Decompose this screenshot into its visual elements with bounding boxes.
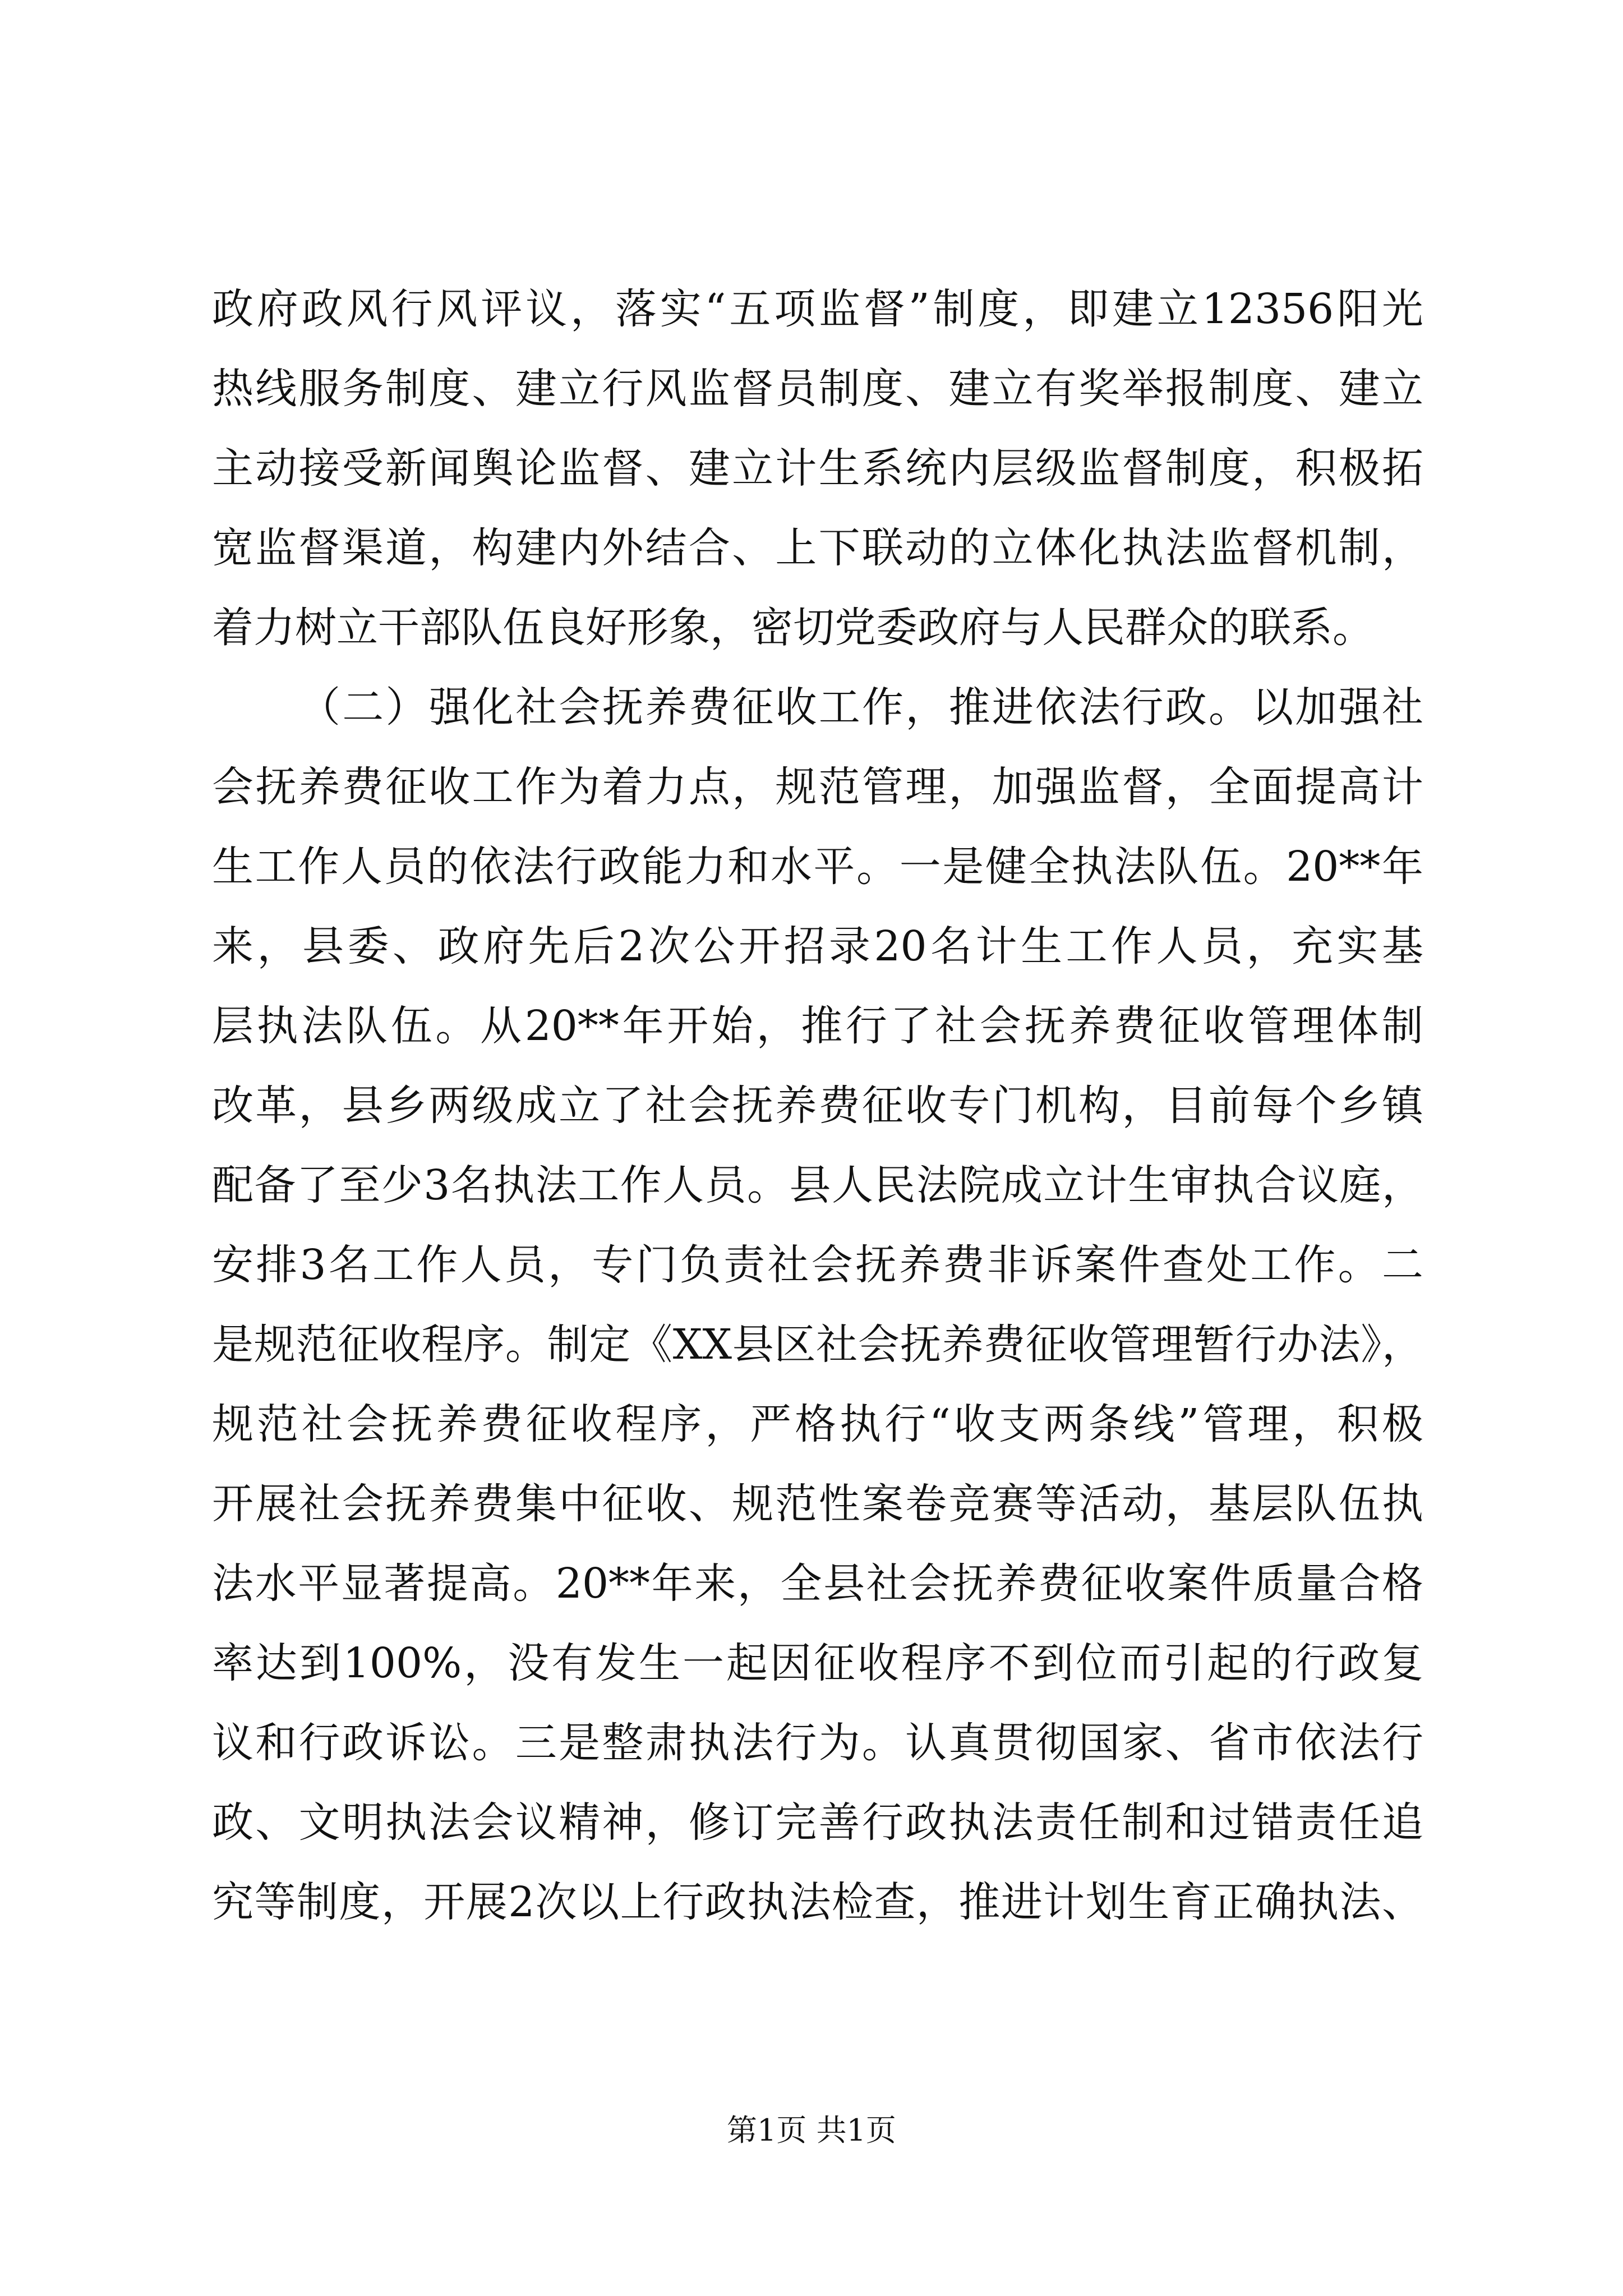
document-body [212, 269, 1423, 1942]
text-line-11: 改革，县乡两级成立了社会抚养费征收专门机构，目前每个乡镇 [212, 1082, 1423, 1130]
text-line-2: 热线服务制度、建立行风监督员制度、建立有奖举报制度、建立 [212, 365, 1423, 413]
text-line-16: 开展社会抚养费集中征收、规范性案卷竞赛等活动，基层队伍执 [212, 1480, 1423, 1528]
page-number-label: 第1页 共1页 [727, 2113, 896, 2148]
text-line-7: 会抚养费征收工作为着力点，规范管理，加强监督，全面提高计 [212, 763, 1423, 811]
text-line-1: 政府政风行风评议，落实“五项监督”制度，即建立12356阳光 [212, 285, 1423, 333]
text-line-19: 议和行政诉讼。三是整肃执法行为。认真贯彻国家、省市依法行 [212, 1719, 1423, 1767]
text-line-12: 配备了至少3名执法工作人员。县人民法院成立计生审执合议庭， [212, 1161, 1423, 1209]
text-line-9: 来，县委、政府先后2次公开招录20名计生工作人员，充实基 [212, 922, 1423, 970]
text-line-8: 生工作人员的依法行政能力和水平。一是健全执法队伍。20**年 [212, 843, 1423, 891]
text-line-5: 着力树立干部队伍良好形象，密切党委政府与人民群众的联系。 [212, 604, 1374, 652]
text-line-10: 层执法队伍。从20**年开始，推行了社会抚养费征收管理体制 [212, 1002, 1423, 1050]
text-line-6: （二）强化社会抚养费征收工作，推进依法行政。以加强社 [299, 683, 1423, 731]
text-line-15: 规范社会抚养费征收程序，严格执行“收支两条线”管理，积极 [212, 1400, 1423, 1448]
text-line-14: 是规范征收程序。制定《XX县区社会抚养费征收管理暂行办法》， [212, 1320, 1423, 1369]
text-line-17: 法水平显著提高。20**年来，全县社会抚养费征收案件质量合格 [212, 1559, 1423, 1608]
text-line-4: 宽监督渠道，构建内外结合、上下联动的立体化执法监督机制， [212, 524, 1423, 572]
text-line-3: 主动接受新闻舆论监督、建立计生系统内层级监督制度，积极拓 [212, 444, 1423, 493]
text-line-13: 安排3名工作人员，专门负责社会抚养费非诉案件查处工作。二 [212, 1241, 1423, 1289]
text-line-20: 政、文明执法会议精神，修订完善行政执法责任制和过错责任追 [212, 1798, 1423, 1847]
text-line-21: 究等制度，开展2次以上行政执法检查，推进计划生育正确执法、 [212, 1878, 1423, 1926]
text-line-18: 率达到100%，没有发生一起因征收程序不到位而引起的行政复 [212, 1639, 1423, 1687]
page-footer [0, 2106, 1623, 2150]
